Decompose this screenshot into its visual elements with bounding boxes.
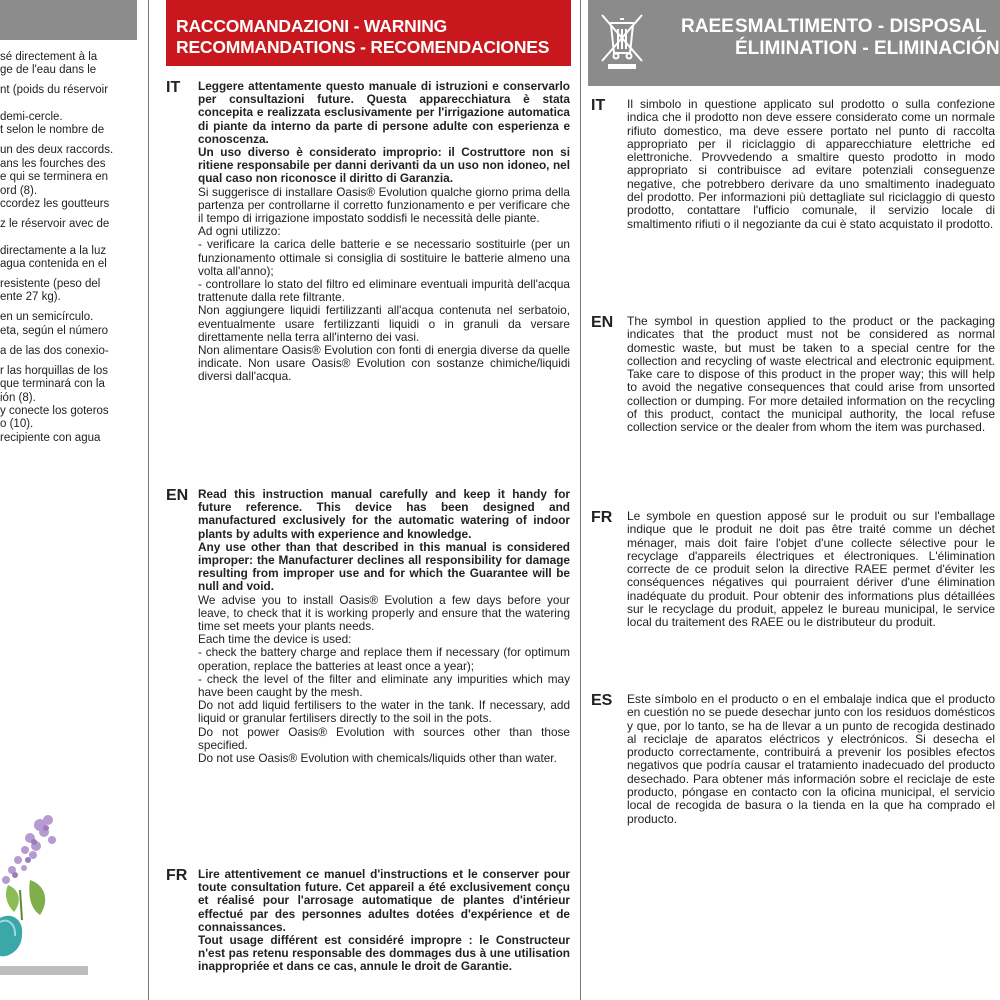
left-column-line xyxy=(0,305,137,312)
warning-header xyxy=(166,0,571,66)
left-column-line xyxy=(0,98,137,105)
left-column xyxy=(0,0,137,1000)
left-column-line: z le réservoir avec de xyxy=(0,218,110,231)
warning-section-fr xyxy=(166,868,570,974)
warning-en-p2: Each time the device is used: xyxy=(198,632,352,647)
left-column-line: demi-cercle. xyxy=(0,111,63,123)
left-bottom-rule xyxy=(0,966,88,975)
left-column-line: o (10). xyxy=(0,418,34,431)
left-column-line xyxy=(0,104,137,111)
left-column-line: resistente (peso del xyxy=(0,278,101,291)
crossed-out-wheelie-bin-icon xyxy=(594,9,650,71)
lang-code-fr: FR xyxy=(166,867,188,884)
left-column-line: nt (poids du réservoir xyxy=(0,84,109,97)
warning-en-p7: Do not use Oasis® Evolution with chemicals/liquids other than water. xyxy=(198,751,557,766)
left-column-text xyxy=(0,51,137,445)
left-column-line xyxy=(0,231,137,238)
left-column-line: sé directement à la xyxy=(0,51,98,63)
left-column-line xyxy=(0,78,137,85)
left-column-line xyxy=(0,211,137,218)
warning-it-bold2: Un uso diverso è considerato improprio: il Costruttore non si ritiene responsabile per danni derivanti da un uso non idoneo, nel qual caso non riconosce il diritto di Garanzia. xyxy=(198,145,570,186)
left-column-line xyxy=(0,271,137,278)
disposal-en-text: The symbol in question applied to the product or the packaging indicates that the product must not be considered as normal domestic waste, but must be taken to a special centre for the collection and recycling of waste electrical and electronic equipment. Take care to dispose of this product in the proper way; this will help to avoid the negative consequences that could arise from unsorted collection or dumping. For more detailed information on the recycling of this product, contact the municipal authority, the local refuse collection service or the dealer from whom the item was purchased. xyxy=(627,314,995,435)
warning-en-p6: Do not power Oasis® Evolution with sources other than those specified. xyxy=(198,724,570,752)
warning-it-p3: - verificare la carica delle batterie e se necessario sostituirle (per un funzionamento ottimale si consiglia di sostituire le batterie almeno una volta all'anno); xyxy=(198,237,570,278)
disposal-section-es xyxy=(591,693,995,826)
left-column-line: ge de l'eau dans le xyxy=(0,64,97,77)
warning-en-bold1: Read this instruction manual carefully and keep it handy for future reference. This device has been designed and manufactured exclusively for the automatic watering of indoor plants by adults with experience and knowledge. xyxy=(198,487,570,541)
warning-title-line2: RECOMMANDATIONS - RECOMENDACIONES xyxy=(176,37,550,57)
raee-label: RAEE xyxy=(681,16,734,37)
flower-pot-illustration xyxy=(0,790,137,970)
warning-en-p4: - check the level of the filter and eliminate any impurities which may have been caught by the mesh. xyxy=(198,671,570,700)
warning-it-p4: - controllare lo stato del filtro ed eliminare eventuali impurità dell'acqua trattenute dalla rete filtrante. xyxy=(198,277,570,305)
lang-code-it: IT xyxy=(591,97,606,114)
disposal-column xyxy=(580,0,1000,1000)
disposal-title xyxy=(735,16,1000,60)
left-column-line: ión (8). xyxy=(0,391,36,404)
disposal-section-en xyxy=(591,315,995,435)
left-column-line: eta, según el número xyxy=(0,324,109,337)
disposal-header xyxy=(588,0,1000,86)
left-column-line: e qui se terminera en xyxy=(0,171,109,184)
warning-it-p5: Non aggiungere liquidi fertilizzanti all'acqua contenuta nel serbatoio, eventualmente usare fertilizzanti liquidi o in granuli da versare direttamente nella terra all'interno dei vasi. xyxy=(198,303,570,344)
left-column-line: r las horquillas de los xyxy=(0,364,109,377)
warning-it-p1: Si suggerisce di installare Oasis® Evolution qualche giorno prima della partenza per controllarne il corretto funzionamento e per verificare che il tempo di irrigazione impostato soddisfi le necessità delle piante. xyxy=(198,184,570,226)
disposal-es-text: Este símbolo en el producto o en el embalaje indica que el producto en cuestión no se puede desechar junto con los residuos domésticos y que, por lo tanto, se ha de llevar a un punto de recogida destinado al reciclaje de aparatos eléctricos y electrónicos. Si desecha el producto correctamente, contribuirá a prevenir los posibles efectos negativos que podría causar el tratamiento inadecuado del producto desechado. Para obtener más información sobre el reciclaje de este producto, póngase en contacto con la oficina municipal, el servicio local de recogida de basura o la tienda en la que ha comprado el producto. xyxy=(627,692,995,826)
lang-code-fr: FR xyxy=(591,509,613,526)
disposal-title-line1: SMALTIMENTO - DISPOSAL xyxy=(735,16,987,37)
left-column-line: que terminará con la xyxy=(0,378,105,391)
left-column-line: ans les fourches des xyxy=(0,157,106,170)
warning-column xyxy=(148,0,571,1000)
warning-fr-bold2: Tout usage différent est considéré impropre : le Constructeur n'est pas retenu responsable des dommages dus à une utilisation inappropriée et dans ce cas, annule le droit de Garantie. xyxy=(198,933,570,974)
warning-title-line1: RACCOMANDAZIONI - WARNING xyxy=(176,16,448,36)
warning-it-bold1: Leggere attentamente questo manuale di istruzioni e conservarlo per consultazioni future. Questa apparecchiatura è stata concepita e realizzata esclusivamente per l'irrigazione automatica di piante da interno da parte di persone adulte con esperienza e conoscenza. xyxy=(198,79,570,146)
disposal-fr-text: Le symbole en question apposé sur le produit ou sur l'emballage indique que le produit ne doit pas être traité comme un déchet ménager, mais doit faire l'objet d'une collecte sélective pour le recyclage d'appareils électriques et électroniques. L'élimination correcte de ce produit selon la directive RAEE permet d'éviter les conséquences négatives qui pourraient dériver d'une élimination inadéquate du produit. Pour obtenir des informations plus détaillées sur le recyclage du produit, appelez le bureau municipal, le service local du traitement des RAEE ou le distributeur du produit. xyxy=(627,509,995,630)
left-column-line xyxy=(0,138,137,145)
left-column-line: ente 27 kg). xyxy=(0,291,61,304)
left-column-line: un des deux raccords. xyxy=(0,144,114,157)
warning-en-p5: Do not add liquid fertilisers to the water in the tank. If necessary, add liquid or granular fertilisers directly to the soil in the pots. xyxy=(198,698,570,726)
left-column-line: ccordez les goutteurs xyxy=(0,198,110,211)
left-column-line xyxy=(0,338,137,345)
left-column-line: t selon le nombre de xyxy=(0,124,105,137)
lang-code-en: EN xyxy=(166,487,189,504)
left-column-line: ord (8). xyxy=(0,184,38,197)
disposal-section-fr xyxy=(591,510,995,630)
warning-it-p2: Ad ogni utilizzo: xyxy=(198,224,281,239)
left-column-line: directamente a la luz xyxy=(0,244,107,257)
warning-section-it xyxy=(166,80,570,384)
warning-it-p6: Non alimentare Oasis® Evolution con fonti di energia diverse da quelle indicate. Non usare Oasis® Evolution con sostanze chimiche/liquidi diversi dall'acqua. xyxy=(198,343,570,384)
warning-section-en xyxy=(166,488,570,765)
lang-code-en: EN xyxy=(591,314,614,331)
left-column-line: y conecte los goteros xyxy=(0,405,109,418)
disposal-section-it xyxy=(591,98,995,231)
left-column-line: a de las dos conexio- xyxy=(0,344,109,357)
lang-code-es: ES xyxy=(591,692,613,709)
left-column-line xyxy=(0,238,137,245)
lang-code-it: IT xyxy=(166,79,181,96)
disposal-it-text: Il simbolo in questione applicato sul prodotto o sulla confezione indica che il prodotto non deve essere considerato come un normale rifiuto domestico, ma deve essere portato nel punto di raccolta appropriato per il riciclaggio di apparecchiature elettriche ed elettroniche. Provvedendo a smaltire questo prodotto in modo appropriato si contribuisce ad evitare potenziali conseguenze negative, che potrebbero derivare da uno smaltimento inadeguato del prodotto. Per informazioni più dettagliate sul riciclaggio di questo prodotto, contattare l'ufficio comunale, il servizio locale di smaltimento rifiuti o il negoziante da cui è stato acquistato il prodotto. xyxy=(627,97,995,231)
left-column-line: recipiente con agua xyxy=(0,431,101,444)
left-header-bar xyxy=(0,0,137,40)
left-column-line xyxy=(0,358,137,365)
warning-fr-bold1: Lire attentivement ce manuel d'instructions et le conserver pour toute consultation future. Cet appareil a été exclusivement conçu et réalisé pour l'arrosage automatique de plantes d'intérieur effectué par des personnes adultes dotées d'expérience et de connaissances. xyxy=(198,867,570,934)
warning-en-p1: We advise you to install Oasis® Evolution a few days before your leave, to check that it is working properly and ensure that the watering time set meets your plants needs. xyxy=(198,592,570,634)
left-column-line: agua contenida en el xyxy=(0,258,107,271)
left-column-line: en un semicírculo. xyxy=(0,311,94,324)
warning-en-p3: - check the battery charge and replace them if necessary (for optimum operation, replace the batteries at least once a year); xyxy=(198,645,570,673)
warning-en-bold2: Any use other than that described in this manual is considered improper: the Manufacturer declines all responsibility for damage resulting from improper use and for which the Guarantee will be null and void. xyxy=(198,539,570,594)
disposal-title-line2: ÉLIMINATION - ELIMINACIÓN xyxy=(735,38,1000,59)
